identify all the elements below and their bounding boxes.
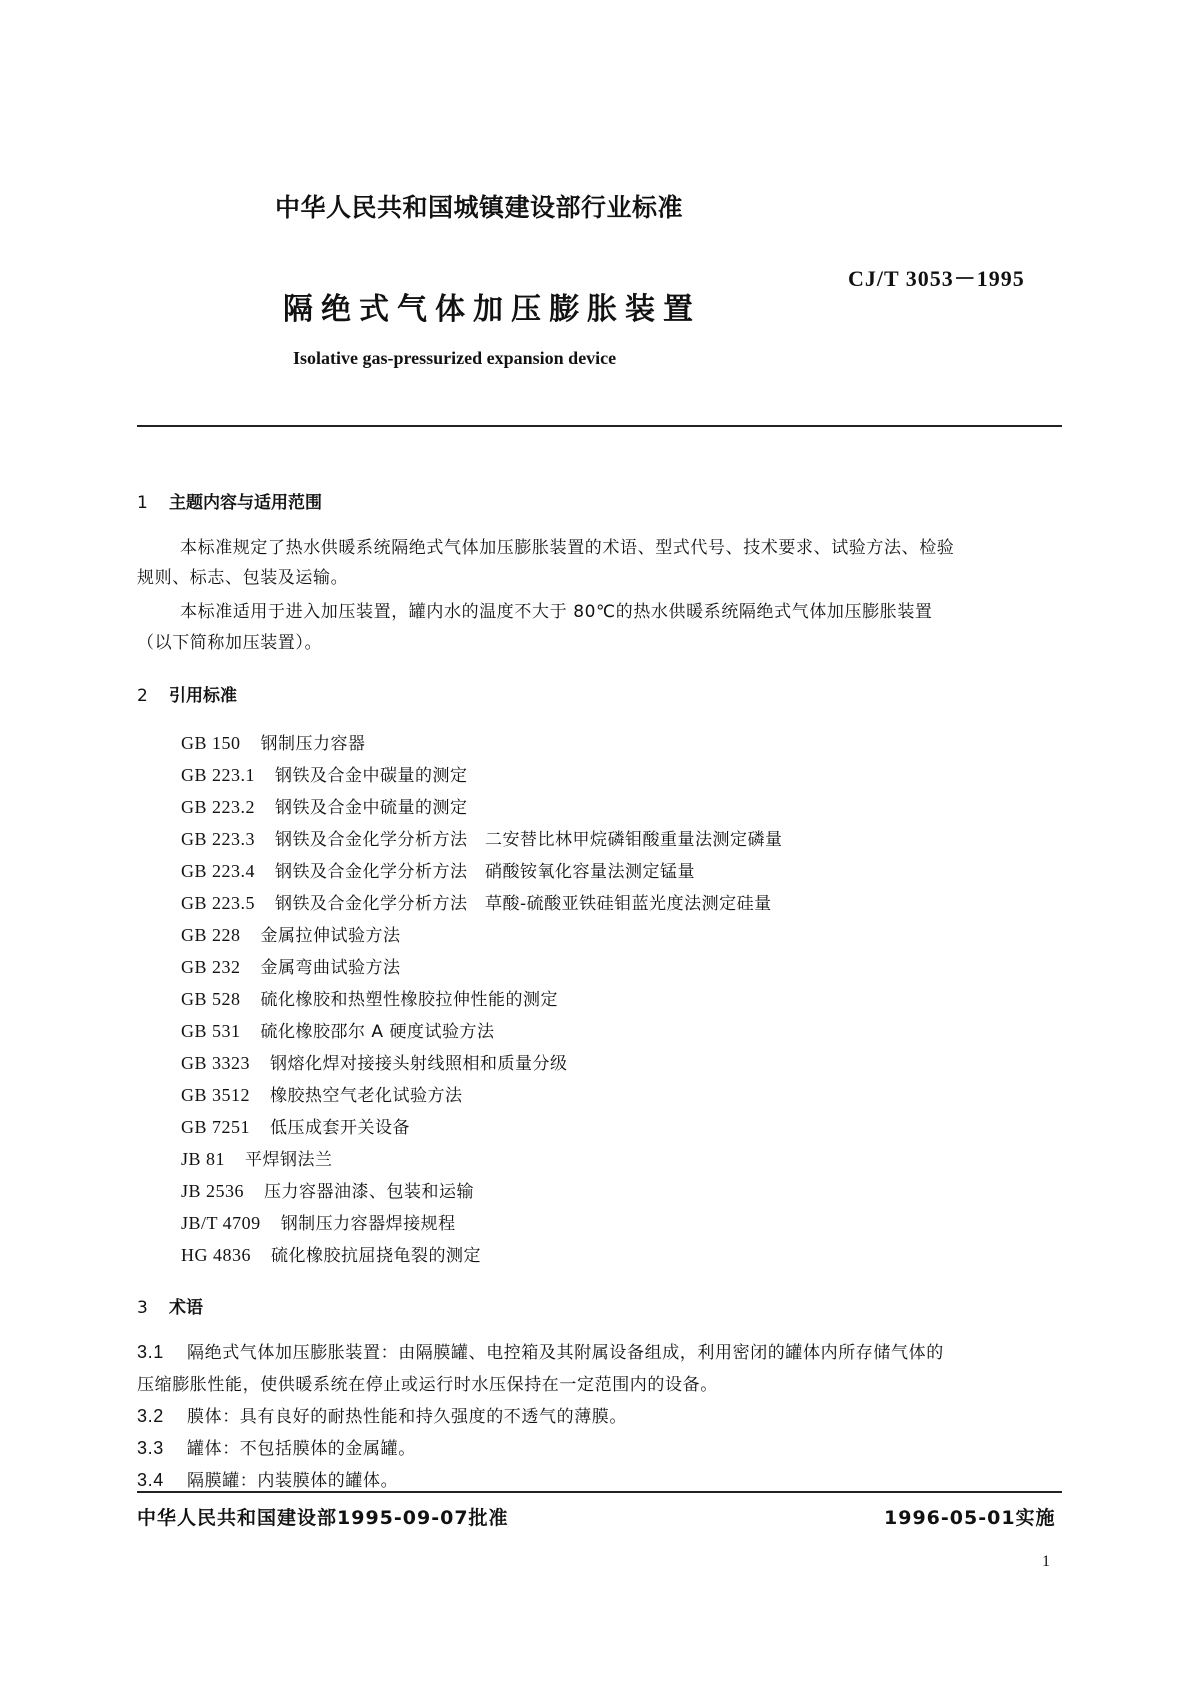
reference-code: GB 223.5 bbox=[181, 893, 256, 913]
reference-name: 压力容器油漆、包装和运输 bbox=[264, 1182, 475, 1202]
reference-item bbox=[181, 1017, 494, 1042]
reference-code: GB 223.2 bbox=[181, 797, 256, 817]
reference-code: JB 2536 bbox=[181, 1181, 245, 1201]
reference-item bbox=[181, 825, 783, 850]
footer-divider bbox=[137, 1491, 1062, 1493]
reference-code: JB 81 bbox=[181, 1149, 226, 1169]
document-title-english: Isolative gas-pressurized expansion device bbox=[293, 348, 617, 368]
reference-name: 金属弯曲试验方法 bbox=[260, 958, 401, 978]
reference-code: JB/T 4709 bbox=[181, 1213, 261, 1233]
reference-code: GB 150 bbox=[181, 733, 241, 753]
section-3-heading bbox=[137, 1293, 203, 1318]
reference-code: GB 7251 bbox=[181, 1117, 251, 1137]
standard-code: CJ/T 3053－1995 bbox=[848, 266, 1025, 291]
term-3-1-line-1 bbox=[137, 1338, 944, 1363]
section-1-heading bbox=[137, 488, 322, 513]
reference-code: GB 228 bbox=[181, 925, 241, 945]
reference-item bbox=[181, 793, 468, 818]
reference-code: GB 232 bbox=[181, 957, 241, 977]
section-2-number: 2 bbox=[137, 686, 148, 706]
reference-name: 钢铁及合金中硫量的测定 bbox=[275, 798, 468, 818]
term-3-4 bbox=[137, 1466, 398, 1491]
section-1-paragraph-1-line-2: 规则、标志、包装及运输。 bbox=[137, 568, 349, 588]
section-1-number: 1 bbox=[137, 493, 148, 513]
reference-item bbox=[181, 1241, 481, 1266]
reference-name: 金属拉伸试验方法 bbox=[260, 926, 401, 946]
reference-name: 低压成套开关设备 bbox=[270, 1118, 411, 1138]
term-definition: 膜体：具有良好的耐热性能和持久强度的不透气的薄膜。 bbox=[187, 1407, 627, 1427]
page-number: 1 bbox=[1042, 1553, 1050, 1570]
term-number: 3.1 bbox=[137, 1342, 164, 1362]
issuer-title: 中华人民共和国城镇建设部行业标准 bbox=[275, 193, 684, 222]
term-3-2 bbox=[137, 1402, 627, 1427]
reference-item bbox=[181, 921, 401, 946]
reference-name: 钢铁及合金化学分析方法 草酸-硫酸亚铁硅钼蓝光度法测定硅量 bbox=[275, 894, 772, 914]
reference-code: GB 531 bbox=[181, 1021, 241, 1041]
reference-name: 钢制压力容器 bbox=[260, 734, 366, 754]
section-2-title: 引用标准 bbox=[169, 686, 237, 706]
document-title: 隔绝式气体加压膨胀装置 bbox=[283, 292, 701, 327]
section-3-number: 3 bbox=[137, 1298, 148, 1318]
term-number: 3.4 bbox=[137, 1470, 164, 1490]
reference-code: GB 223.3 bbox=[181, 829, 256, 849]
reference-item bbox=[181, 857, 695, 882]
reference-code: GB 223.1 bbox=[181, 765, 256, 785]
reference-code: GB 223.4 bbox=[181, 861, 256, 881]
term-number: 3.3 bbox=[137, 1438, 164, 1458]
header-divider bbox=[137, 425, 1062, 427]
section-3-title: 术语 bbox=[169, 1298, 203, 1318]
reference-item bbox=[181, 729, 366, 754]
section-1-paragraph-2-line-2: （以下简称加压装置）。 bbox=[137, 633, 323, 653]
reference-name: 平焊钢法兰 bbox=[245, 1150, 333, 1170]
reference-name: 橡胶热空气老化试验方法 bbox=[270, 1086, 463, 1106]
reference-item bbox=[181, 761, 468, 786]
approval-note: 中华人民共和国建设部1995-09-07批准 bbox=[137, 1507, 509, 1529]
reference-name: 钢熔化焊对接接头射线照相和质量分级 bbox=[270, 1054, 568, 1074]
reference-name: 钢铁及合金化学分析方法 硝酸铵氧化容量法测定锰量 bbox=[275, 862, 696, 882]
term-definition: 隔膜罐：内装膜体的罐体。 bbox=[187, 1471, 399, 1491]
section-2-heading bbox=[137, 681, 237, 706]
reference-code: HG 4836 bbox=[181, 1245, 251, 1265]
reference-name: 钢铁及合金化学分析方法 二安替比林甲烷磷钼酸重量法测定磷量 bbox=[275, 830, 783, 850]
reference-item bbox=[181, 1145, 333, 1170]
term-number: 3.2 bbox=[137, 1406, 164, 1426]
reference-name: 硫化橡胶邵尔 A 硬度试验方法 bbox=[260, 1022, 495, 1042]
reference-name: 钢铁及合金中碳量的测定 bbox=[275, 766, 468, 786]
section-1-paragraph-2-line-1: 本标准适用于进入加压装置，罐内水的温度不大于 80℃的热水供暖系统隔绝式气体加压膨胀装置 bbox=[180, 602, 933, 622]
reference-item bbox=[181, 985, 558, 1010]
reference-item bbox=[181, 953, 401, 978]
reference-name: 硫化橡胶抗屈挠龟裂的测定 bbox=[271, 1246, 481, 1266]
reference-item bbox=[181, 1049, 568, 1074]
term-definition: 隔绝式气体加压膨胀装置：由隔膜罐、电控箱及其附属设备组成，利用密闭的罐体内所存储气体的 bbox=[187, 1343, 944, 1363]
term-3-1-line-2: 压缩膨胀性能，使供暖系统在停止或运行时水压保持在一定范围内的设备。 bbox=[137, 1375, 718, 1395]
reference-code: GB 3512 bbox=[181, 1085, 251, 1105]
reference-item bbox=[181, 889, 772, 914]
implementation-date: 1996-05-01实施 bbox=[884, 1507, 1056, 1529]
reference-name: 钢制压力容器焊接规程 bbox=[280, 1214, 456, 1234]
reference-item bbox=[181, 1081, 463, 1106]
reference-code: GB 528 bbox=[181, 989, 241, 1009]
section-1-title: 主题内容与适用范围 bbox=[169, 493, 322, 513]
reference-item bbox=[181, 1113, 410, 1138]
reference-item bbox=[181, 1177, 474, 1202]
reference-name: 硫化橡胶和热塑性橡胶拉伸性能的测定 bbox=[260, 990, 559, 1010]
reference-item bbox=[181, 1209, 456, 1234]
term-definition: 罐体：不包括膜体的金属罐。 bbox=[187, 1439, 416, 1459]
reference-code: GB 3323 bbox=[181, 1053, 251, 1073]
section-1-paragraph-1-line-1: 本标准规定了热水供暖系统隔绝式气体加压膨胀装置的术语、型式代号、技术要求、试验方法、检验 bbox=[180, 538, 955, 558]
term-3-3 bbox=[137, 1434, 416, 1459]
